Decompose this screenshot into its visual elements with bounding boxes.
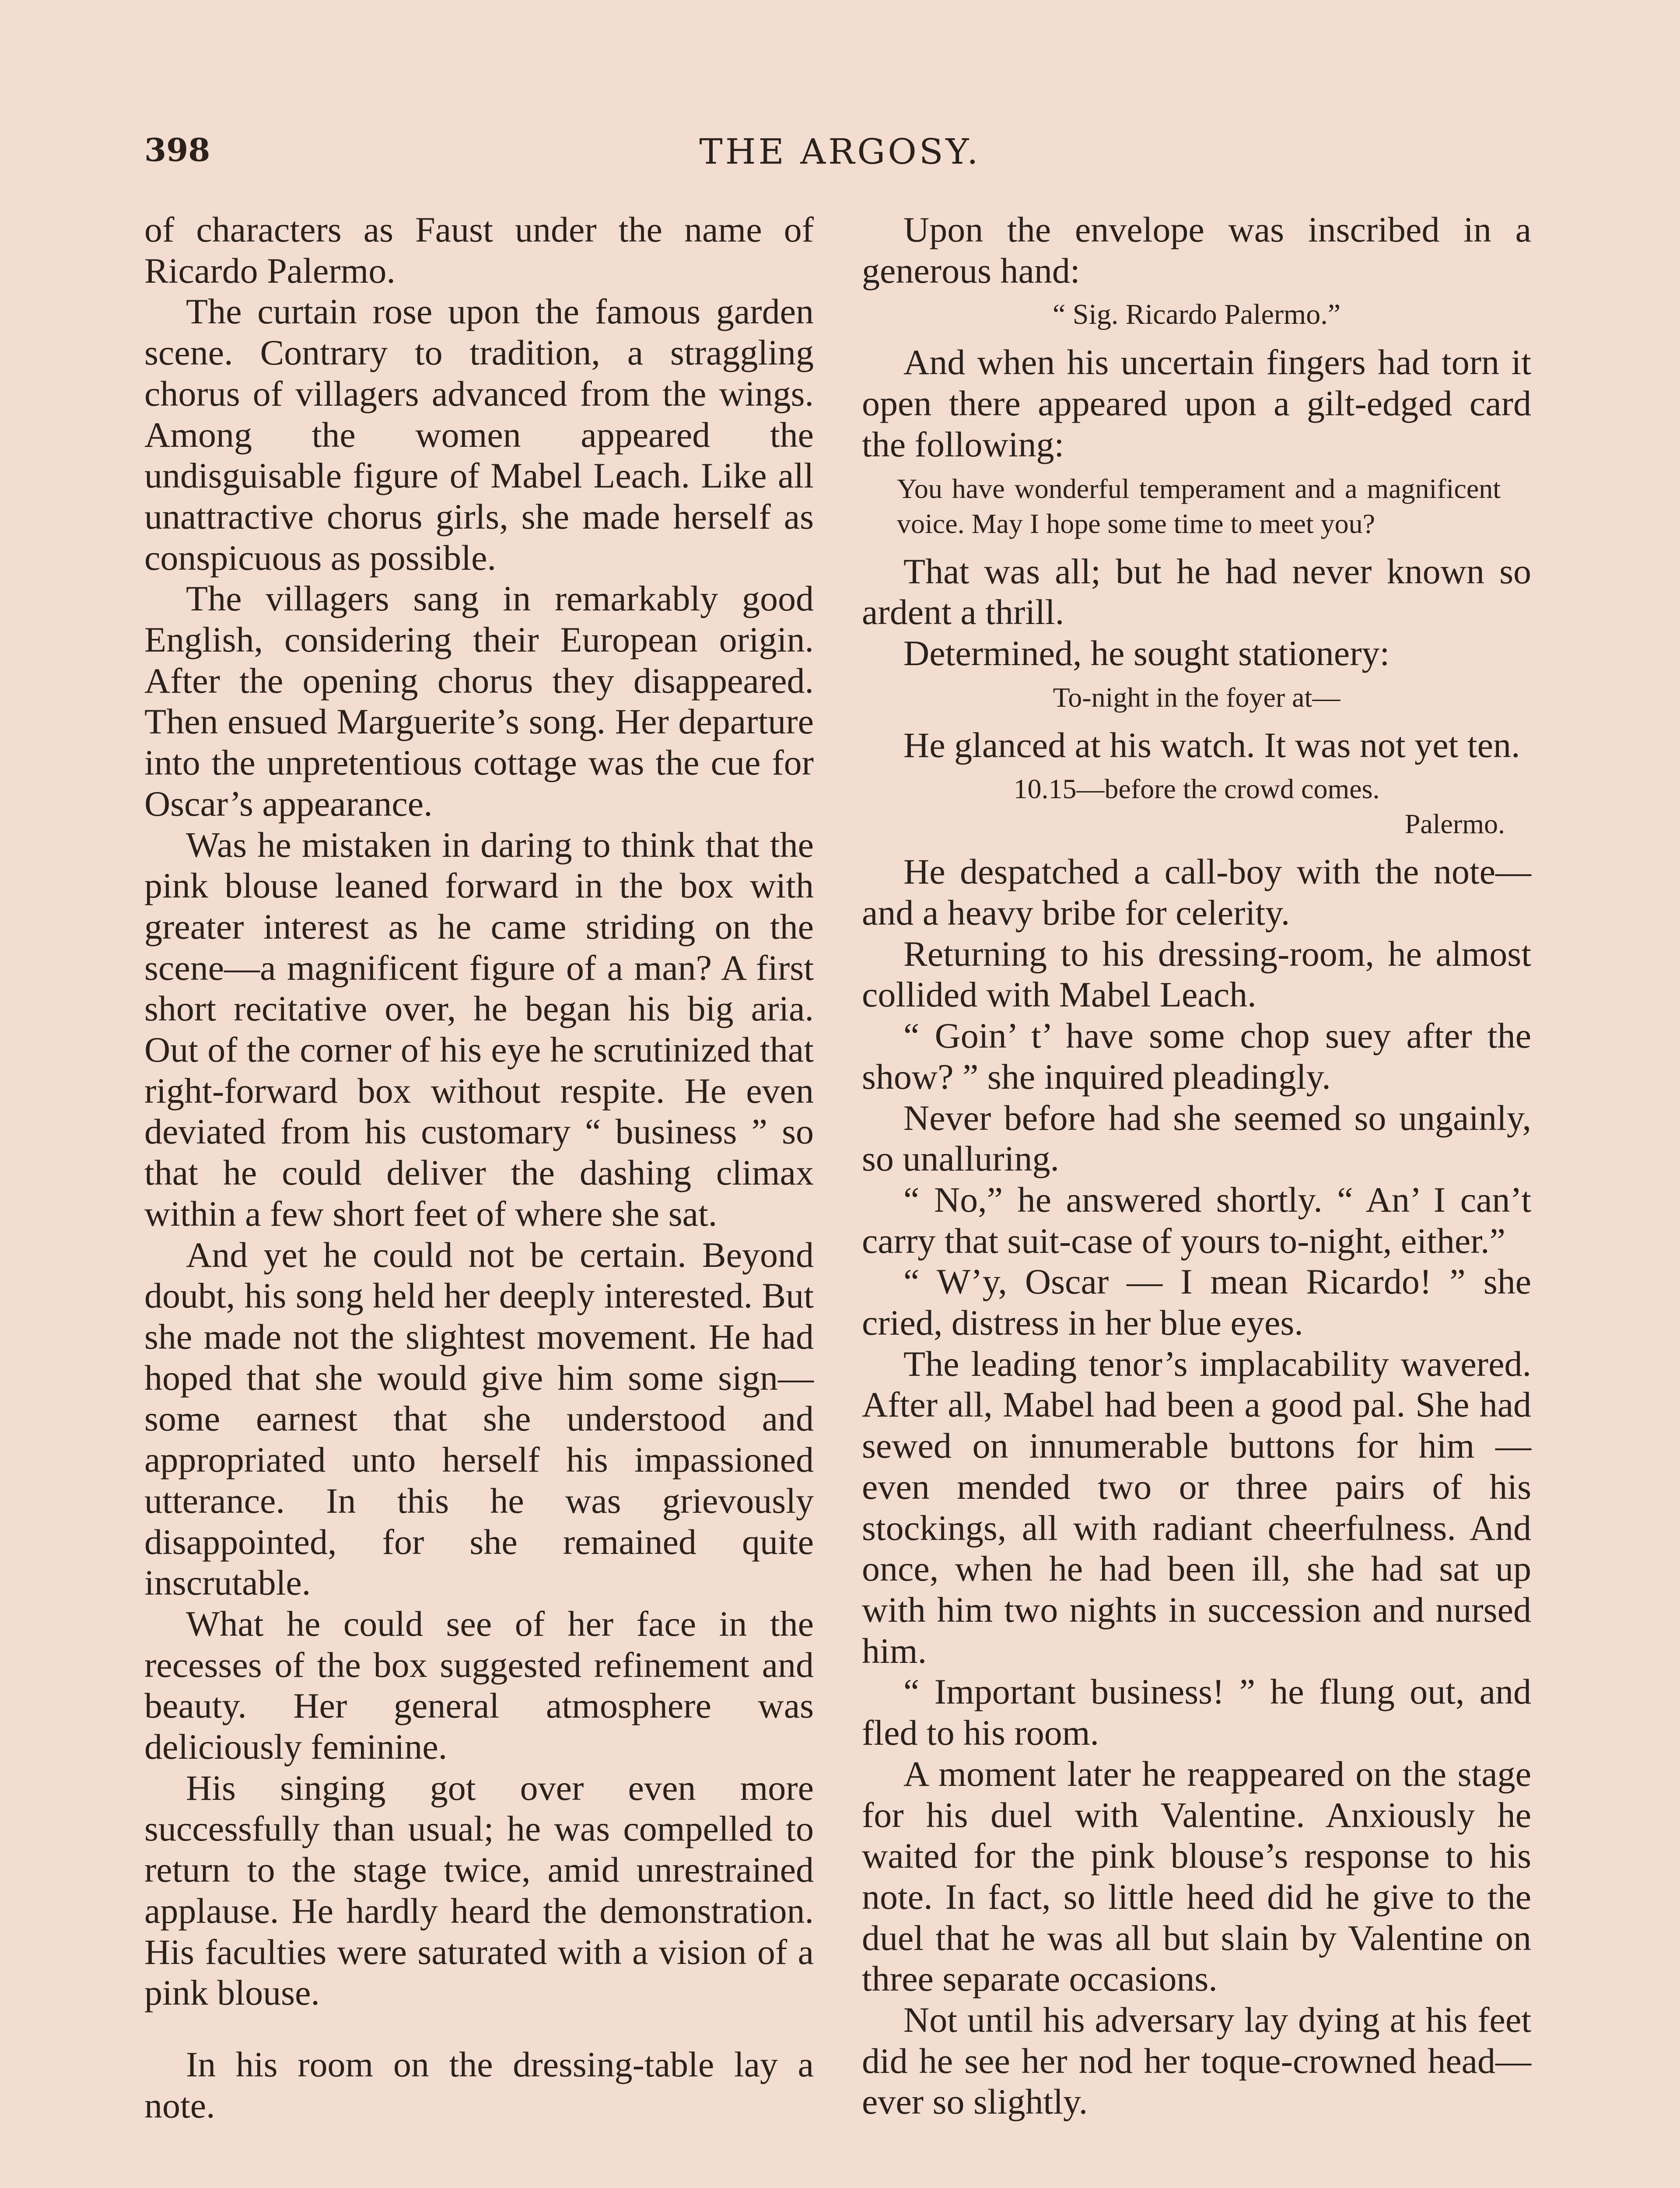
reply-note: 10.15—before the crowd comes.	[1013, 773, 1380, 805]
paragraph: He despatched a call-boy with the note—and a heavy bribe for celerity.	[862, 852, 1531, 933]
page-number: 398	[144, 131, 210, 168]
section-break	[144, 2013, 814, 2044]
paragraph: “ W’y, Oscar — I mean Ricardo! ” she cried, distress in her blue eyes.	[862, 1262, 1531, 1343]
paragraph: That was all; but he had never known so ardent a thrill.	[862, 551, 1531, 632]
paragraph: What he could see of her face in the recesses of the box suggested refinement and beauty. Her general atmosphere was deliciously feminine.	[144, 1603, 814, 1767]
reply-signature: Palermo.	[1404, 808, 1505, 840]
paragraph: And when his uncertain fingers had torn it open there appeared upon a gilt-edged card the following:	[862, 342, 1531, 464]
paragraph: Not until his adversary lay dying at his feet did he see her nod her toque-crowned head—ever so slightly.	[862, 2000, 1531, 2122]
paragraph: The villagers sang in remarkably good English, considering their European origin. After the opening chorus they disappeared. Then ensued Marguerite’s song. Her departure into the unpretentious cottage was the cue for Oscar’s appearance.	[144, 579, 814, 824]
paragraph: The leading tenor’s implacability wavered. After all, Mabel had been a good pal. She had sewed on innumerable buttons for him — even mended two or three pairs of his stockings, all with radiant cheerfulness. And once, when he had been ill, she had sat up with him two nights in succession and nursed him.	[862, 1343, 1531, 1671]
paragraph: And yet he could not be certain. Beyond doubt, his song held her deeply interested. But she made not the slightest movement. He had hoped that she would give him some sign—some earnest that she understood and appropriated unto herself his impassioned utterance. In this he was grievously disappointed, for she remained quite inscrutable.	[144, 1234, 814, 1603]
draft-note: To-night in the foyer at—	[1053, 681, 1340, 713]
paragraph: He glanced at his watch. It was not yet ten.	[903, 725, 1520, 765]
envelope-address: “ Sig. Ricardo Palermo.”	[1052, 298, 1340, 331]
paragraph: Returning to his dressing-room, he almost collided with Mabel Leach.	[862, 933, 1531, 1015]
paragraph: Upon the envelope was inscribed in a generous hand:	[862, 210, 1531, 291]
paragraph: of characters as Faust under the name of Ricardo Palermo.	[144, 210, 814, 291]
card-message: You have wonderful temperament and a magnificent voice. May I hope some time to meet you?	[897, 473, 1501, 539]
paragraph: His singing got over even more successfully than usual; he was compelled to return to the stage twice, amid unrestrained applause. He hardly heard the demonstration. His faculties were saturated with a vision of a pink blouse.	[144, 1767, 814, 2013]
paragraph: Never before had she seemed so ungainly, so unalluring.	[862, 1098, 1531, 1179]
paragraph: “ Important business! ” he flung out, and fled to his room.	[862, 1672, 1531, 1753]
running-title: THE ARGOSY.	[699, 131, 981, 172]
page-header	[144, 131, 1536, 179]
left-column	[144, 209, 814, 2126]
paragraph: “ Goin’ t’ have some chop suey after the show? ” she inquired pleadingly.	[862, 1016, 1531, 1097]
paragraph: Was he mistaken in daring to think that the pink blouse leaned forward in the box with greater interest as he came striding on the scene—a magnificent figure of a man? A first short recitative over, he began his big aria. Out of the corner of his eye he scrutinized that right-forward box without respite. He even deviated from his customary “ business ” so that he could deliver the dashing climax within a few short feet of where she sat.	[144, 824, 814, 1234]
paragraph: Determined, he sought stationery:	[903, 633, 1390, 673]
right-column	[862, 209, 1531, 2122]
paragraph: The curtain rose upon the famous garden scene. Contrary to tradition, a straggling chorus of villagers advanced from the wings. Among the women appeared the undisguisable figure of Mabel Leach. Like all unattractive chorus girls, she made herself as conspicuous as possible.	[144, 291, 814, 578]
paragraph: A moment later he reappeared on the stage for his duel with Valentine. Anxiously he waited for the pink blouse’s response to his note. In fact, so little heed did he give to the duel that he was all but slain by Valentine on three separate occasions.	[862, 1753, 1531, 1999]
paragraph: In his room on the dressing-table lay a note.	[144, 2044, 814, 2125]
paragraph: “ No,” he answered shortly. “ An’ I can’t carry that suit-case of yours to-night, either.”	[862, 1179, 1531, 1261]
